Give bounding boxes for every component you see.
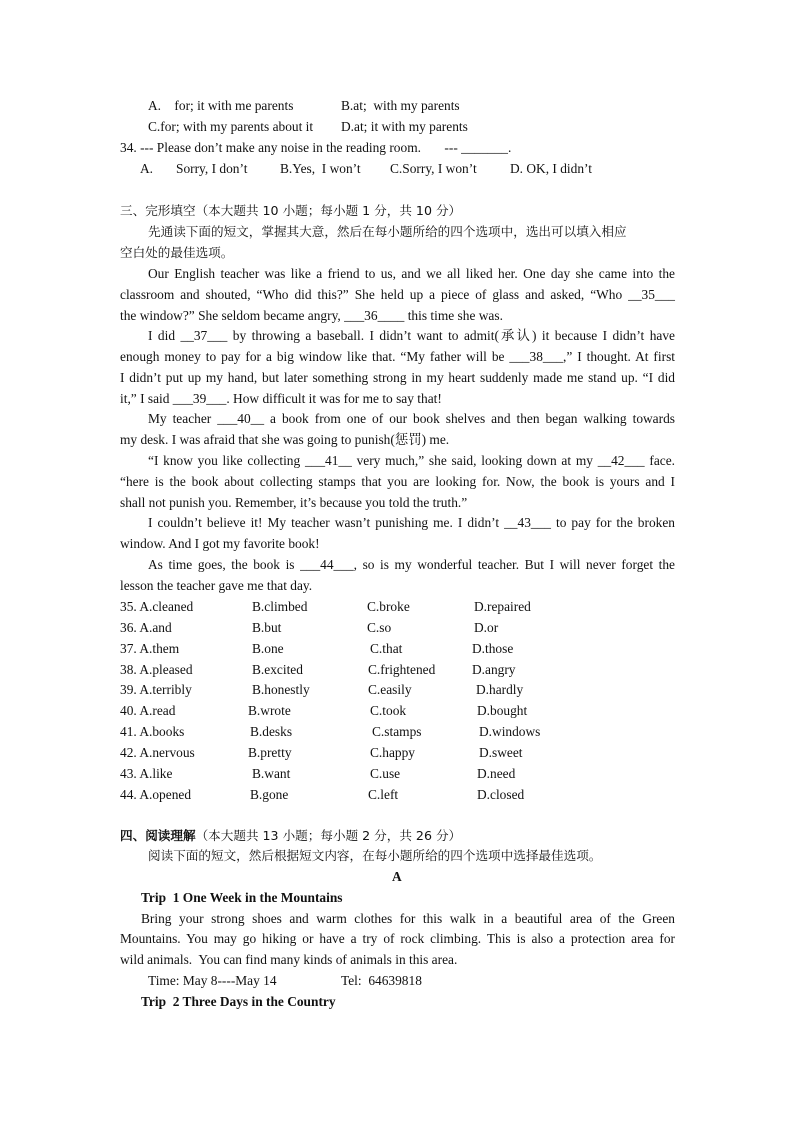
choice-43-c: C.use — [370, 766, 401, 781]
section3-instructions-1: 先通读下面的短文，掌握其大意，然后在每小题所给的四个选项中，选出可以填入相应 — [148, 224, 627, 239]
q33-option-b: B.at; with my parents — [341, 98, 460, 113]
choice-39-c: C.easily — [368, 682, 412, 697]
section4-heading-bold: 四、阅读理解 — [120, 828, 196, 843]
choice-44-b: B.gone — [250, 787, 289, 802]
choice-44-a: 44. A.opened — [120, 787, 192, 802]
trip2-title: Trip 2 Three Days in the Country — [141, 994, 336, 1009]
passage-line: lesson the teacher gave me that day. — [120, 578, 313, 593]
choice-41-d: D.windows — [479, 724, 541, 739]
trip1-text-line: Mountains. You may go hiking or have a try of rock climbing. This is also a protection area for — [120, 931, 675, 946]
choice-41-a: 41. A.books — [120, 724, 185, 739]
q33-option-a: A. for; it with me parents — [148, 98, 294, 113]
passage-line: shall not punish you. Remember, it’s because you told the truth.” — [120, 495, 468, 510]
passage-line: the window?” She seldom became angry, ___36____ this time she was. — [120, 308, 503, 323]
choice-44-c: C.left — [368, 787, 399, 802]
trip1-text-line: Bring your strong shoes and warm clothes for this walk in a beautiful area of the Green — [141, 911, 675, 926]
choice-44-d: D.closed — [477, 787, 525, 802]
passage-line: enough money to pay for a big window like that. “My father will be ___38___,” I thought. At first — [120, 349, 675, 364]
q34-stem: 34. --- Please don’t make any noise in the reading room. --- _______. — [120, 140, 512, 155]
choice-40-d: D.bought — [477, 703, 528, 718]
passage-line: I didn’t put up my hand, but later something strong in my heart suddenly made me stand up. “I did — [120, 370, 675, 385]
section4-heading-rest: （本大题共 13 小题；每小题 2 分，共 26 分） — [195, 828, 462, 843]
q34-option-d: D. OK, I didn’t — [510, 161, 592, 176]
passage-line: My teacher ___40__ a book from one of our book shelves and then began walking towards — [148, 411, 675, 426]
choice-38-d: D.angry — [472, 662, 516, 677]
choice-42-a: 42. A.nervous — [120, 745, 195, 760]
trip1-title: Trip 1 One Week in the Mountains — [141, 890, 343, 905]
section4-heading — [120, 828, 461, 844]
passage-line: classroom and shouted, “Who did this?” She held up a piece of glass and asked, “Who __35___ — [120, 287, 675, 302]
choice-39-b: B.honestly — [252, 682, 310, 697]
q34-option-b: B.Yes, I won’t — [280, 161, 361, 176]
choice-36-b: B.but — [252, 620, 282, 635]
choice-40-b: B.wrote — [248, 703, 291, 718]
choice-35-c: C.broke — [367, 599, 410, 614]
choice-42-d: D.sweet — [479, 745, 523, 760]
passage-line: “here is the book about collecting stamps that you are looking for. Now, the book is yours and I — [120, 474, 675, 489]
section4-instructions: 阅读下面的短文，然后根据短文内容，在每小题所给的四个选项中选择最佳选项。 — [148, 848, 602, 863]
passage-line: Our English teacher was like a friend to us, and we all liked her. One day she came into the — [148, 266, 675, 281]
choice-38-c: C.frightened — [368, 662, 436, 677]
choice-37-b: B.one — [252, 641, 284, 656]
choice-42-b: B.pretty — [248, 745, 292, 760]
q34-option-c: C.Sorry, I won’t — [390, 161, 477, 176]
q33-option-d: D.at; it with my parents — [341, 119, 468, 134]
choice-35-b: B.climbed — [252, 599, 308, 614]
choice-43-d: D.need — [477, 766, 516, 781]
choice-38-a: 38. A.pleased — [120, 662, 193, 677]
choice-43-a: 43. A.like — [120, 766, 173, 781]
choice-38-b: B.excited — [252, 662, 303, 677]
choice-36-c: C.so — [367, 620, 392, 635]
section3-instructions-2: 空白处的最佳选项。 — [120, 245, 234, 260]
trip1-tel: Tel: 64639818 — [341, 973, 422, 988]
choice-35-d: D.repaired — [474, 599, 531, 614]
choice-37-d: D.those — [472, 641, 514, 656]
trip1-time: Time: May 8----May 14 — [148, 973, 277, 988]
choice-37-c: C.that — [370, 641, 403, 656]
choice-41-b: B.desks — [250, 724, 293, 739]
choice-39-d: D.hardly — [476, 682, 524, 697]
passage-line: I did __37___ by throwing a baseball. I didn’t want to admit(承认) it because I didn’t have — [148, 328, 675, 343]
part-label: A — [392, 869, 402, 884]
choice-43-b: B.want — [252, 766, 291, 781]
choice-36-a: 36. A.and — [120, 620, 172, 635]
choice-37-a: 37. A.them — [120, 641, 180, 656]
choice-41-c: C.stamps — [372, 724, 422, 739]
trip1-text-line: wild animals. You can find many kinds of animals in this area. — [120, 952, 458, 967]
section3-heading: 三、完形填空（本大题共 10 小题；每小题 1 分，共 10 分） — [120, 203, 462, 218]
choice-36-d: D.or — [474, 620, 499, 635]
choice-39-a: 39. A.terribly — [120, 682, 192, 697]
choice-40-a: 40. A.read — [120, 703, 176, 718]
q34-option-a: Sorry, I don’t — [176, 161, 248, 176]
passage-line: my desk. I was afraid that she was going to punish(惩罚) me. — [120, 432, 450, 447]
passage-line: As time goes, the book is ___44___, so is my wonderful teacher. But I will never forget the — [148, 557, 675, 572]
q33-option-c: C.for; with my parents about it — [148, 119, 314, 134]
passage-line: it,” I said ___39___. How difficult it was for me to say that! — [120, 391, 442, 406]
q34-option-a-label: A. — [140, 161, 154, 176]
choice-40-c: C.took — [370, 703, 407, 718]
passage-line: I couldn’t believe it! My teacher wasn’t punishing me. I didn’t __43___ to pay for the broken — [148, 515, 675, 530]
choice-35-a: 35. A.cleaned — [120, 599, 194, 614]
passage-line: window. And I got my favorite book! — [120, 536, 320, 551]
passage-line: “I know you like collecting ___41__ very much,” she said, looking down at my __42___ face. — [148, 453, 675, 468]
choice-42-c: C.happy — [370, 745, 416, 760]
